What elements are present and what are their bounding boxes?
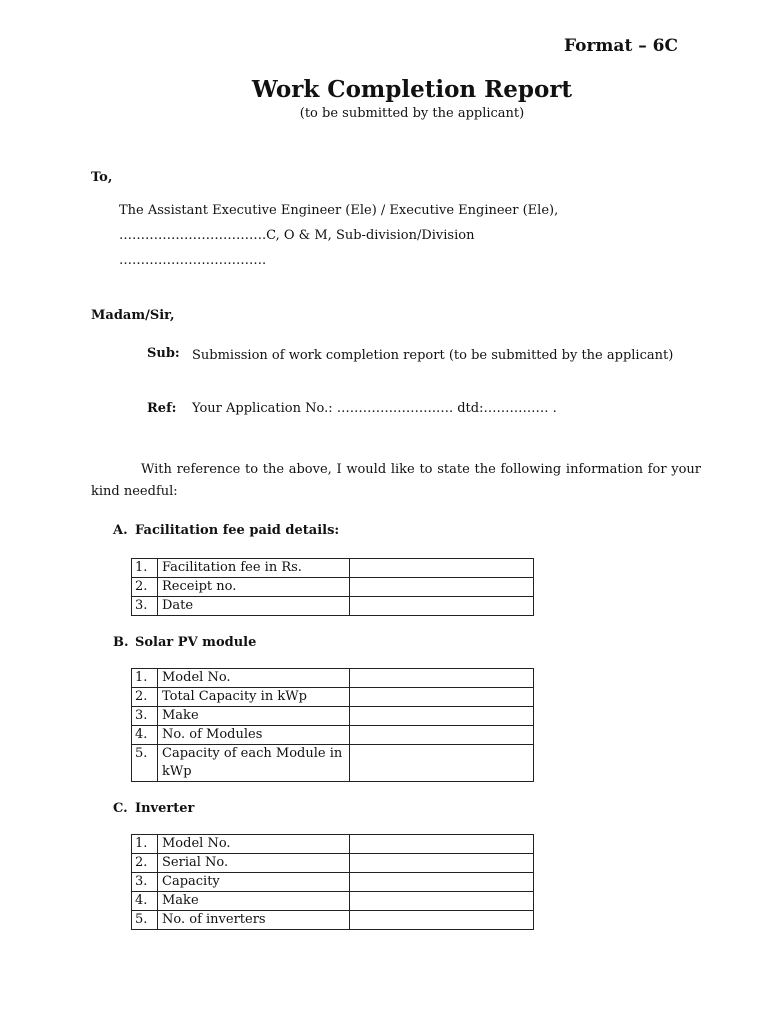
- table-row: [132, 707, 534, 726]
- row-number: 2.: [132, 854, 158, 873]
- table-row: [132, 669, 534, 688]
- row-label: Date: [158, 597, 350, 616]
- inverter-table: [131, 834, 534, 930]
- row-number: 1.: [132, 559, 158, 578]
- row-value-cell[interactable]: [350, 892, 534, 911]
- row-value-cell[interactable]: [350, 707, 534, 726]
- table-row: [132, 911, 534, 930]
- row-number: 2.: [132, 688, 158, 707]
- row-label: No. of Modules: [158, 726, 350, 745]
- row-number: 5.: [132, 911, 158, 930]
- intro-paragraph: With reference to the above, I would like to state the following information for your kind needful:: [91, 462, 701, 499]
- row-number: 2.: [132, 578, 158, 597]
- table-row: [132, 559, 534, 578]
- row-number: 3.: [132, 597, 158, 616]
- row-value-cell[interactable]: [350, 559, 534, 578]
- row-label: Total Capacity in kWp: [158, 688, 350, 707]
- row-label: Model No.: [158, 835, 350, 854]
- row-value-cell[interactable]: [350, 745, 534, 782]
- row-label: Make: [158, 892, 350, 911]
- row-number: 1.: [132, 835, 158, 854]
- row-number: 3.: [132, 873, 158, 892]
- table-row: [132, 892, 534, 911]
- address-to: To,: [91, 170, 113, 185]
- reference-label: Ref:: [147, 401, 177, 416]
- subject-text: Submission of work completion report (to be submitted by the applicant): [192, 348, 674, 363]
- row-number: 3.: [132, 707, 158, 726]
- address-line-2: …………………………….C, O & M, Sub-division/Division: [119, 228, 475, 243]
- section-letter: C.: [113, 801, 128, 816]
- row-value-cell[interactable]: [350, 669, 534, 688]
- row-value-cell[interactable]: [350, 835, 534, 854]
- facilitation-fee-table: [131, 558, 534, 616]
- section-letter: A.: [113, 523, 128, 538]
- section-title: Facilitation fee paid details:: [135, 523, 340, 538]
- row-number: 4.: [132, 892, 158, 911]
- salutation: Madam/Sir,: [91, 308, 175, 323]
- page-title: Work Completion Report: [251, 76, 573, 103]
- row-number: 5.: [132, 745, 158, 782]
- row-label: Model No.: [158, 669, 350, 688]
- row-value-cell[interactable]: [350, 854, 534, 873]
- address-line-3: …………………………….: [119, 253, 267, 268]
- row-value-cell[interactable]: [350, 873, 534, 892]
- address-line-1: The Assistant Executive Engineer (Ele) / Executive Engineer (Ele),: [119, 203, 559, 218]
- section-title: Solar PV module: [135, 635, 257, 650]
- section-b-heading: [113, 635, 256, 650]
- row-value-cell[interactable]: [350, 688, 534, 707]
- row-value-cell[interactable]: [350, 911, 534, 930]
- table-row: [132, 597, 534, 616]
- row-label: Facilitation fee in Rs.: [158, 559, 350, 578]
- page-subtitle: (to be submitted by the applicant): [299, 106, 525, 121]
- row-value-cell[interactable]: [350, 578, 534, 597]
- row-label: Capacity: [158, 873, 350, 892]
- row-label: No. of inverters: [158, 911, 350, 930]
- reference-text: Your Application No.: ………….……….…. dtd:…………… .: [192, 401, 557, 416]
- table-row: [132, 688, 534, 707]
- table-row: [132, 726, 534, 745]
- row-value-cell[interactable]: [350, 726, 534, 745]
- subject-label: Sub:: [147, 346, 180, 361]
- row-number: 1.: [132, 669, 158, 688]
- row-label: Capacity of each Module in kWp: [158, 745, 350, 782]
- table-row: [132, 578, 534, 597]
- row-label: Serial No.: [158, 854, 350, 873]
- table-row: [132, 873, 534, 892]
- section-c-heading: [113, 801, 194, 816]
- row-label: Make: [158, 707, 350, 726]
- format-number: Format – 6C: [564, 36, 678, 56]
- row-value-cell[interactable]: [350, 597, 534, 616]
- section-a-heading: [113, 523, 339, 538]
- solar-pv-module-table: [131, 668, 534, 782]
- table-row: [132, 854, 534, 873]
- table-row: [132, 745, 534, 782]
- row-label: Receipt no.: [158, 578, 350, 597]
- row-number: 4.: [132, 726, 158, 745]
- section-letter: B.: [113, 635, 129, 650]
- section-title: Inverter: [135, 801, 195, 816]
- table-row: [132, 835, 534, 854]
